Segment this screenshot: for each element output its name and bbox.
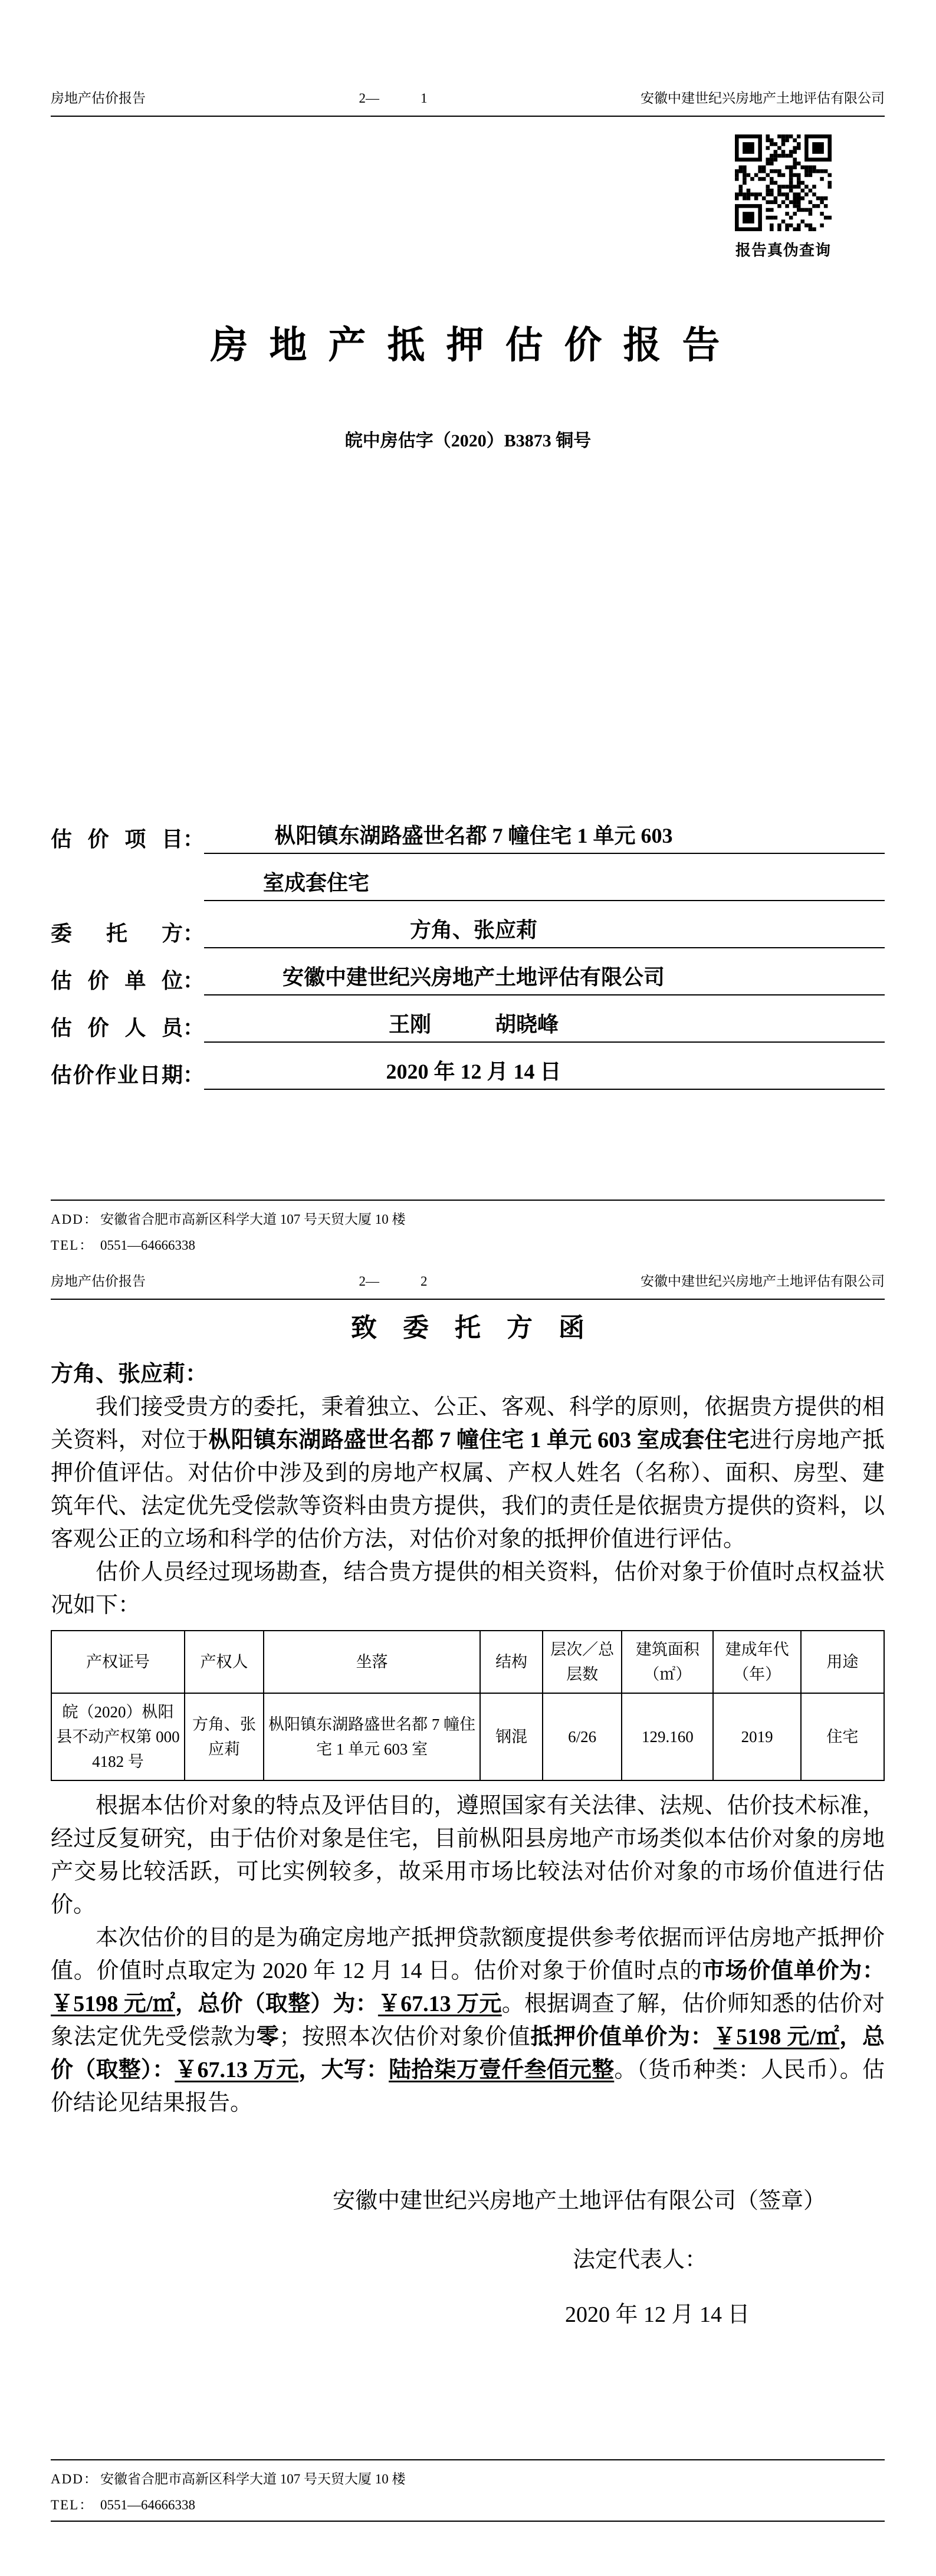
table-header-cell: 坐落 — [264, 1631, 480, 1693]
field-client-value: 方角、张应莉 — [204, 915, 885, 948]
header-page-number: 2— 2 — [359, 1274, 428, 1289]
field-project-value: 枞阳镇东湖路盛世名都 7 幢住宅 1 单元 603 — [204, 821, 885, 854]
field-project-continuation — [51, 868, 885, 901]
field-work-date-value: 2020 年 12 月 14 日 — [204, 1057, 885, 1090]
table-cell: 钢混 — [480, 1693, 543, 1780]
field-work-date — [51, 1057, 885, 1090]
page2-header — [51, 1271, 885, 1300]
table-header-cell: 建成年代（年） — [713, 1631, 800, 1693]
report-title: 房 地 产 抵 押 估 价 报 告 — [210, 324, 726, 366]
footer-phone-value: 0551—64666338 — [100, 2498, 195, 2512]
table-cell: 住宅 — [801, 1693, 884, 1780]
para-survey: 估价人员经过现场勘查，结合贵方提供的相关资料，估价对象于价值时点权益状况如下： — [51, 1560, 885, 1618]
header-company-name: 安徽中建世纪兴房地产土地评估有限公司 — [641, 1274, 885, 1289]
para-method: 根据本估价对象的特点及评估目的，遵照国家有关法律、法规、估价技术标准，经过反复研究，由于估价对象是住宅，目前枞阳县房地产市场类似本估价对象的房地产交易比较活跃，可比实例较多，故采用市场比较法对估价对象的市场价值进行估价。 — [51, 1793, 885, 1917]
field-agency-label: 估价单位 — [51, 969, 183, 993]
header-company-name: 安徽中建世纪兴房地产土地评估有限公司 — [641, 91, 885, 106]
field-appraisers-label: 估价人员 — [51, 1016, 183, 1040]
footer-address-label: ADD： — [51, 1212, 98, 1227]
para-valuation: 本次估价的目的是为确定房地产抵押贷款额度提供参考依据而评估房地产抵押价值。价值时点取定为 2020 年 12 月 14 日。估价对象于价值时点的市场价值单价为：￥5198 元/㎡，总价（取整）为：￥67.13 万元。根据调查了解，估价师知悉的估价对象法定优先受偿款为零；按照本次估价对象价值抵押价值单价为：￥5198 元/㎡，总价（取整）：￥67.13 万元，大写：陆拾柒万壹仟叁佰元整。（货币种类：人民币）。估价结论见结果报告。 — [51, 1926, 885, 2115]
field-colon: ： — [183, 969, 205, 993]
letter-body — [51, 1313, 885, 2120]
field-colon: ： — [183, 827, 205, 851]
table-header-cell: 结构 — [480, 1631, 543, 1693]
field-project — [51, 821, 885, 854]
table-header-cell: 层次／总层数 — [543, 1631, 622, 1693]
table-cell: 129.160 — [622, 1693, 713, 1780]
table-cell: 皖（2020）枞阳县不动产权第 0004182 号 — [51, 1693, 185, 1780]
table-cell: 2019 — [713, 1693, 800, 1780]
report-number: 皖中房估字（2020）B3873 铜号 — [344, 431, 592, 451]
field-project-value-line2: 室成套住宅 — [204, 868, 885, 901]
footer-phone — [51, 2492, 885, 2518]
field-colon: ： — [183, 1063, 205, 1087]
appraisal-form — [51, 821, 885, 1104]
page1-footer — [51, 1200, 885, 1259]
table-cell: 方角、张应莉 — [185, 1693, 264, 1780]
field-colon: ： — [183, 922, 205, 945]
para-intro: 我们接受贵方的委托，秉着独立、公正、客观、科学的原则，依据贵方提供的相关资料，对位于枞阳镇东湖路盛世名都 7 幢住宅 1 单元 603 室成套住宅进行房地产抵押价值评估。对估价中涉及到的房地产权属、产权人姓名（名称）、面积、房型、建筑年代、法定优先受偿款等资料由贵方提供，我们的责任是依据贵方提供的资料，以客观公正的立场和科学的估价方法，对估价对象的抵押价值进行评估。 — [51, 1395, 885, 1552]
table-header-row — [51, 1631, 884, 1693]
header-doc-title: 房地产估价报告 — [51, 1274, 146, 1289]
table-header-cell: 用途 — [801, 1631, 884, 1693]
page2-footer — [51, 2459, 885, 2522]
salutation: 方角、张应莉： — [51, 1362, 208, 1386]
field-appraisers-value: 王刚 胡晓峰 — [204, 1010, 885, 1043]
letter-title: 致 委 托 方 函 — [351, 1313, 584, 1342]
field-client — [51, 915, 885, 948]
footer-address-value: 安徽省合肥市高新区科学大道 107 号天贸大厦 10 楼 — [100, 2472, 406, 2486]
table-header-cell: 产权人 — [185, 1631, 264, 1693]
field-project-label: 估价项目 — [51, 827, 183, 851]
footer-address — [51, 2466, 885, 2492]
footer-phone-value: 0551—64666338 — [100, 1238, 195, 1253]
qr-code — [735, 134, 832, 231]
footer-phone — [51, 1233, 885, 1259]
table-cell: 枞阳镇东湖路盛世名都 7 幢住宅 1 单元 603 室 — [264, 1693, 480, 1780]
table-header-cell: 产权证号 — [51, 1631, 185, 1693]
field-agency-value: 安徽中建世纪兴房地产土地评估有限公司 — [204, 962, 885, 995]
signature-legal-rep: 法定代表人： — [573, 2248, 708, 2272]
signature-company: 安徽中建世纪兴房地产土地评估有限公司（签章） — [332, 2189, 826, 2213]
qr-caption: 报告真伪查询 — [735, 242, 831, 259]
property-table — [51, 1630, 885, 1781]
table-header-cell: 建筑面积（㎡） — [622, 1631, 713, 1693]
field-appraisers — [51, 1010, 885, 1043]
field-client-label: 委托方 — [51, 922, 183, 945]
table-row — [51, 1693, 884, 1780]
header-page-number: 2— 1 — [359, 91, 428, 106]
qr-verification-block — [735, 134, 832, 260]
signature-date: 2020 年 12 月 14 日 — [565, 2302, 750, 2327]
table-cell: 6/26 — [543, 1693, 622, 1780]
footer-phone-label: TEL： — [51, 2498, 94, 2512]
field-work-date-label: 估价作业日期 — [51, 1063, 183, 1087]
footer-phone-label: TEL： — [51, 1238, 94, 1253]
footer-address-value: 安徽省合肥市高新区科学大道 107 号天贸大厦 10 楼 — [100, 1212, 406, 1227]
footer-address-label: ADD： — [51, 2472, 98, 2486]
page1-header — [51, 88, 885, 117]
header-doc-title: 房地产估价报告 — [51, 91, 146, 106]
field-agency — [51, 962, 885, 995]
footer-address — [51, 1207, 885, 1233]
field-colon: ： — [183, 1016, 205, 1040]
